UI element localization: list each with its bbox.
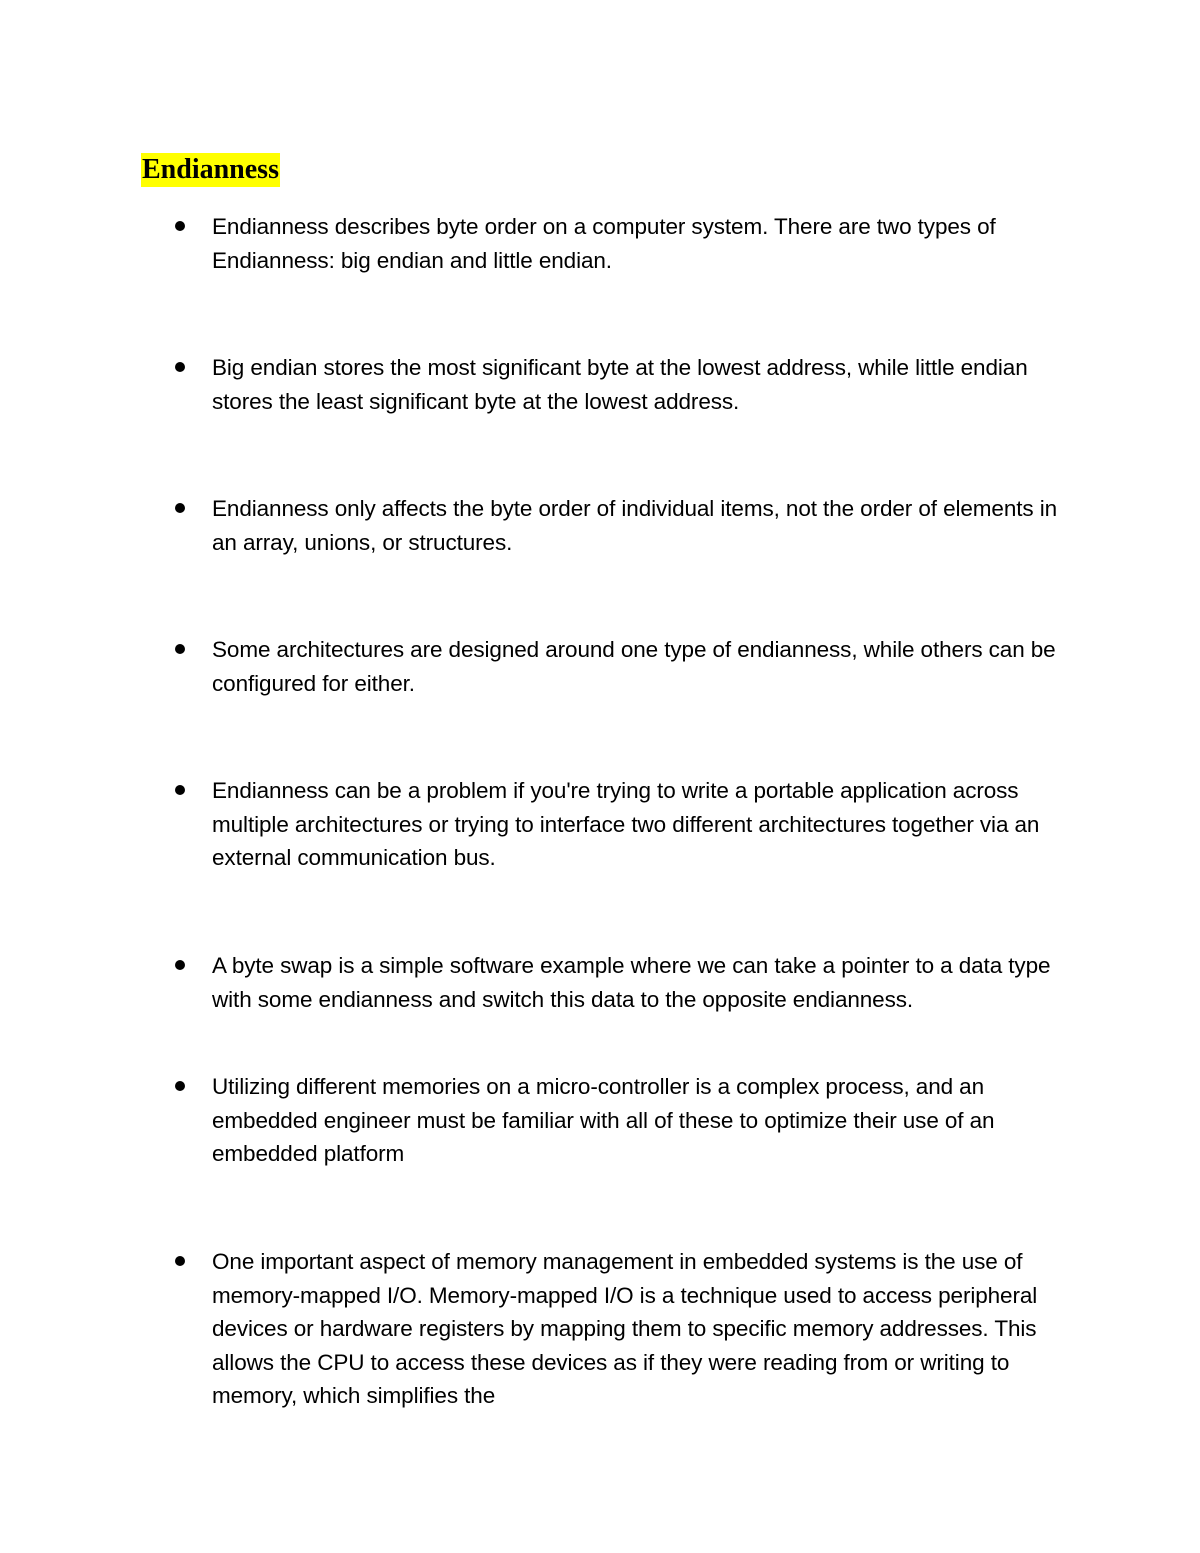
bullet-icon	[175, 1256, 185, 1266]
page-title: Endianness	[142, 154, 279, 185]
list-item	[212, 1245, 1082, 1413]
list-item-text: Endianness only affects the byte order of individual items, not the order of elements in an array, unions, or structures.	[212, 496, 1058, 555]
list-item	[212, 351, 1082, 418]
list-item-text: Endianness can be a problem if you're trying to write a portable application across multiple architectures or trying to interface two different architectures together via an external communication bus.	[212, 778, 1040, 870]
bullet-icon	[175, 644, 185, 654]
bullet-icon	[175, 1081, 185, 1091]
list-item	[212, 774, 1082, 875]
list-item-text: A byte swap is a simple software example where we can take a pointer to a data type with some endianness and switch this data to the opposite endianness.	[212, 953, 1051, 1012]
list-item-text: One important aspect of memory management in embedded systems is the use of memory-mapped I/O. Memory-mapped I/O is a technique used to access peripheral devices or hardware registers by mapping them to specific memory addresses. This allows the CPU to access these devices as if they were reading from or writing to memory, which simplifies the	[212, 1249, 1038, 1408]
list-item	[212, 949, 1082, 1016]
list-item-text: Big endian stores the most significant byte at the lowest address, while little endian stores the least significant byte at the lowest address.	[212, 355, 1028, 414]
list-item	[212, 210, 1082, 277]
list-item	[212, 1070, 1082, 1171]
list-item-text: Endianness describes byte order on a computer system. There are two types of Endianness: big endian and little endian.	[212, 214, 996, 273]
bullet-icon	[175, 221, 185, 231]
bullet-icon	[175, 785, 185, 795]
list-item	[212, 492, 1082, 559]
bullet-icon	[175, 362, 185, 372]
bullet-icon	[175, 503, 185, 513]
bullet-icon	[175, 960, 185, 970]
list-item	[212, 633, 1082, 700]
list-item-text: Some architectures are designed around one type of endianness, while others can be configured for either.	[212, 637, 1056, 696]
list-item-text: Utilizing different memories on a micro-controller is a complex process, and an embedded engineer must be familiar with all of these to optimize their use of an embedded platform	[212, 1074, 995, 1166]
